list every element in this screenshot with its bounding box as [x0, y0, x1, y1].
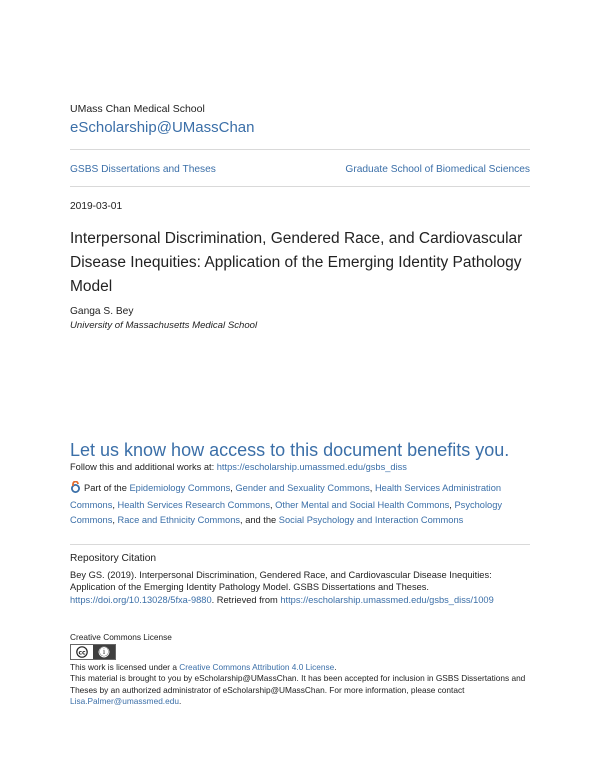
cc-logo-icon [71, 645, 93, 659]
retrieved-url-link[interactable]: https://escholarship.umassmed.edu/gsbs_diss/1009 [280, 594, 494, 605]
follow-prefix: Follow this and additional works at: [70, 462, 217, 472]
commons-link[interactable]: Health Services Administration Commons [70, 483, 502, 511]
institution-name: UMass Chan Medical School [70, 103, 205, 115]
contact-email-link[interactable]: Lisa.Palmer@umassmed.edu [70, 695, 179, 706]
commons-link[interactable]: Race and Ethnicity Commons [117, 515, 241, 526]
license-prefix: This work is licensed under a [70, 662, 180, 672]
divider [70, 544, 530, 545]
commons-link[interactable]: Social Psychology and Interaction Commons [278, 515, 464, 526]
author-name: Ganga S. Bey [70, 306, 134, 317]
license-suffix: . [334, 662, 337, 672]
commons-link[interactable]: Psychology Commons [70, 500, 503, 526]
license-heading: Creative Commons License [70, 632, 172, 642]
notice-end: . [178, 695, 182, 706]
citation-heading: Repository Citation [70, 553, 157, 564]
follow-line [70, 462, 407, 472]
commons-link[interactable]: Other Mental and Social Health Commons [275, 500, 450, 511]
publication-date: 2019-03-01 [70, 201, 123, 212]
document-title: Interpersonal Discrimination, Gendered Race, and Cardiovascular Disease Inequities: Application of the Emerging Identity Pathology Model [70, 230, 523, 295]
part-of-commons: Part of the Epidemiology Commons, Gender and Sexuality Commons, Health Services Administration Commons, Health Services Research Commons, Other Mental and Social Health Commons, Psychology Commons, Race and Ethnicity Commons, and the Social Psychology and Interaction Commons [70, 483, 503, 526]
and-the-text: and the [245, 515, 279, 526]
cc-license-badge[interactable] [70, 644, 116, 660]
repository-brand-link[interactable]: eScholarship@UMassChan [70, 119, 255, 136]
commons-link[interactable]: Gender and Sexuality Commons [235, 483, 370, 493]
commons-link[interactable]: Epidemiology Commons [129, 483, 231, 493]
doi-link[interactable]: https://doi.org/10.13028/5fxa-9880 [70, 594, 212, 605]
feedback-link[interactable]: Let us know how access to this document benefits you. [70, 440, 510, 460]
commons-link[interactable]: Health Services Research Commons [117, 500, 270, 511]
license-link[interactable]: Creative Commons Attribution 4.0 License [179, 662, 335, 672]
open-access-icon [70, 481, 81, 498]
license-text [70, 662, 532, 707]
divider [70, 186, 530, 187]
citation-text [70, 569, 532, 606]
part-of-prefix: Part of the [84, 483, 130, 493]
divider [70, 149, 530, 150]
by-attribution-icon [93, 645, 115, 659]
citation-body: Bey GS. (2019). Interpersonal Discrimination, Gendered Race, and Cardiovascular Disease Inequities: Application of the Emerging Identity Pathology Model. GSBS Dissertations and Theses. [70, 570, 492, 593]
collection-url-link[interactable]: https://escholarship.umassmed.edu/gsbs_diss [216, 462, 407, 472]
author-affiliation: University of Massachusetts Medical School [70, 320, 258, 331]
repository-notice: This material is brought to you by eScholarship@UMassChan. It has been accepted for inclusion in GSBS Dissertations and Theses by an authorized administrator of eScholarship@UMassChan. For more information, please contact [70, 673, 526, 695]
school-link[interactable]: Graduate School of Biomedical Sciences [345, 164, 530, 175]
collection-link[interactable]: GSBS Dissertations and Theses [70, 164, 216, 175]
cc-logo-text: cc [78, 649, 86, 657]
by-attribution-text: ⓘ [99, 647, 109, 658]
retrieved-prefix: . Retrieved from [211, 594, 281, 605]
